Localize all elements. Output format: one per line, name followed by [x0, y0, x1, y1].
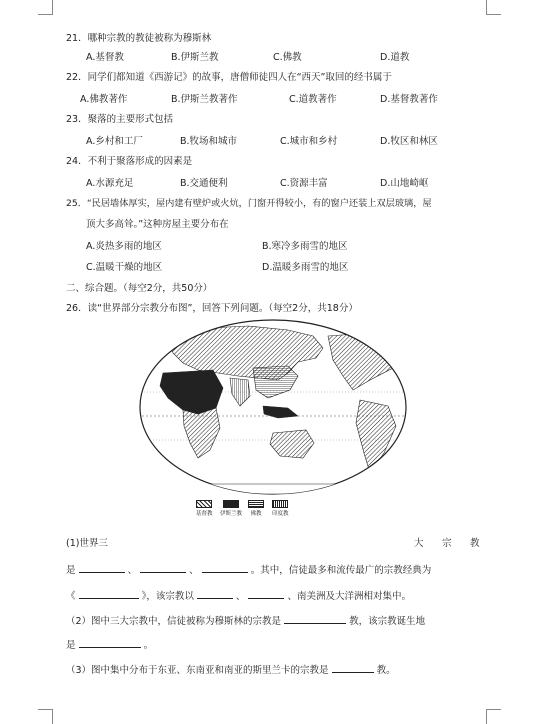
- q24-option-a: A.水源充足: [86, 178, 134, 189]
- legend-swatch-4: [272, 500, 288, 508]
- p1-line2: 是 、 、 。其中，信徒最多和流传最广的宗教经典为: [66, 562, 431, 576]
- p1-line1-char2: 宗: [442, 538, 452, 549]
- blank-religion-2[interactable]: [140, 562, 186, 573]
- q21-option-c: C.佛教: [273, 52, 302, 63]
- q25-option-d: D.温暖多雨雪的地区: [262, 262, 349, 273]
- q24-option-c: C.资源丰富: [280, 178, 328, 189]
- q23-option-b: B.牧场和城市: [180, 136, 238, 147]
- q25-option-c: C.温暖干燥的地区: [86, 262, 163, 273]
- q26-stem: 26．读“世界部分宗教分布图”，回答下列问题。（每空2分，共18分）: [66, 303, 358, 314]
- q25-option-a: A.炎热多雨的地区: [86, 241, 162, 252]
- q21-option-d: D.道教: [380, 52, 410, 63]
- blank-region-2[interactable]: [248, 588, 284, 599]
- crop-mark-bottom-left: [38, 709, 53, 724]
- blank-islam[interactable]: [284, 613, 346, 624]
- p3-line1: （3）图中集中分布于东亚、东南亚和南亚的斯里兰卡的宗教是 教。: [66, 662, 396, 676]
- q22-option-a: A.佛教著作: [80, 94, 128, 105]
- q24-stem: 24．不利于聚落形成的因素是: [66, 156, 193, 167]
- q23-option-d: D.牧区和林区: [380, 136, 438, 147]
- q24-option-d: D.山地崎岖: [380, 178, 429, 189]
- world-religion-map: [138, 318, 408, 496]
- blank-religion-1[interactable]: [79, 562, 125, 573]
- q21-option-a: A.基督教: [86, 52, 124, 63]
- crop-mark-bottom-right: [486, 709, 501, 724]
- blank-buddhism[interactable]: [332, 662, 374, 673]
- q21-option-b: B.伊斯兰教: [171, 52, 219, 63]
- legend-item-3: 佛教: [248, 500, 264, 517]
- legend-item-1: 基督教: [196, 500, 213, 517]
- q25-option-b: B.寒冷多雨雪的地区: [262, 241, 348, 252]
- blank-region-1[interactable]: [197, 588, 233, 599]
- p1-line1-start: (1)世界三: [66, 538, 108, 549]
- q23-stem: 23．聚落的主要形式包括: [66, 114, 174, 125]
- q23-option-c: C.城市和乡村: [280, 136, 338, 147]
- blank-religion-3[interactable]: [202, 562, 248, 573]
- legend-item-2: 伊斯兰教: [220, 500, 242, 517]
- q22-option-d: D.基督教著作: [380, 94, 438, 105]
- q23-option-a: A.乡村和工厂: [86, 136, 143, 147]
- legend-swatch-2: [223, 500, 239, 508]
- q24-option-b: B.交通便利: [180, 178, 228, 189]
- blank-birthplace[interactable]: [79, 637, 141, 648]
- p2-line1: （2）图中三大宗教中，信徒被称为穆斯林的宗教是 教，该宗教诞生地: [66, 613, 425, 627]
- q22-stem: 22．同学们都知道《西游记》的故事，唐僧师徒四人在“西天”取回的经书属于: [66, 72, 392, 83]
- p2-line2: 是 。: [66, 637, 153, 651]
- p1-line1-char3: 教: [470, 538, 480, 549]
- legend-item-4: 印度教: [272, 500, 289, 517]
- q25-stem-line2: 顶大多高耸。”这种房屋主要分布在: [86, 219, 229, 230]
- q21-stem: 21．哪种宗教的教徒被称为穆斯林: [66, 33, 212, 44]
- section-heading: 二、综合题。（每空2分，共50分）: [66, 283, 213, 294]
- p1-line3: 《 》，该宗教以 、 、南美洲及大洋洲相对集中。: [66, 588, 411, 602]
- legend-swatch-1: [196, 500, 212, 508]
- q22-option-b: B.伊斯兰教著作: [171, 94, 238, 105]
- legend-swatch-3: [248, 500, 264, 508]
- p1-line1-char1: 大: [414, 538, 424, 549]
- crop-mark-top-right: [486, 0, 501, 15]
- crop-mark-top-left: [38, 0, 53, 15]
- q22-option-c: C.道教著作: [289, 94, 337, 105]
- landmass-antarctica: [178, 484, 368, 494]
- blank-scripture[interactable]: [79, 588, 139, 599]
- q25-stem-line1: 25．“民居墙体厚实，屋内建有壁炉或火炕，门窗开得较小，有的窗户还装上双层玻璃，屋: [66, 198, 432, 209]
